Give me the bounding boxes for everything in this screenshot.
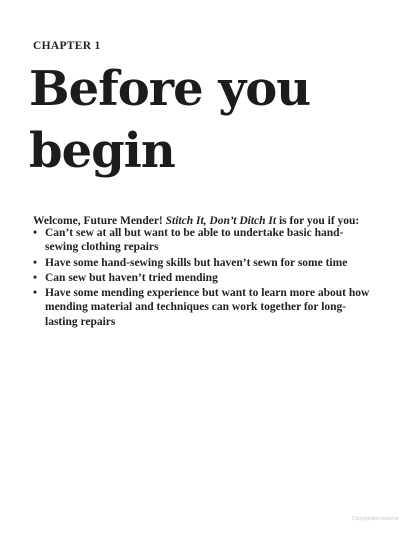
bullet-icon: • (33, 256, 38, 269)
intro-lead: Welcome, Future Mender! (33, 214, 166, 227)
list-item (33, 226, 373, 255)
list-item-text: Have some mending experience but want to learn more about how mending material and techniques can work together for long-lasting repairs (45, 287, 370, 328)
bullet-icon: • (33, 271, 38, 284)
audience-list (33, 226, 373, 330)
chapter-title-line-2: begin (29, 123, 175, 179)
list-item-text: Can sew but haven’t tried mending (45, 271, 218, 284)
chapter-label: CHAPTER 1 (33, 40, 101, 52)
bullet-icon: • (33, 227, 38, 239)
chapter-title-line-1: Before you (29, 61, 311, 117)
list-item (33, 256, 373, 270)
list-item-text: Can’t sew at all but want to be able to undertake basic hand-sewing clothing repairs (45, 227, 344, 254)
chapter-title (29, 58, 389, 182)
copyright-notice: Copyrighted material (351, 516, 398, 522)
intro-paragraph (33, 215, 383, 227)
intro-tail: is for you if you: (276, 214, 360, 227)
book-title: Stitch It, Don’t Ditch It (165, 214, 277, 227)
list-item (33, 286, 373, 329)
bullet-icon: • (33, 287, 38, 300)
list-item (33, 271, 373, 285)
list-item-text: Have some hand-sewing skills but haven’t sewn for some time (45, 256, 348, 269)
